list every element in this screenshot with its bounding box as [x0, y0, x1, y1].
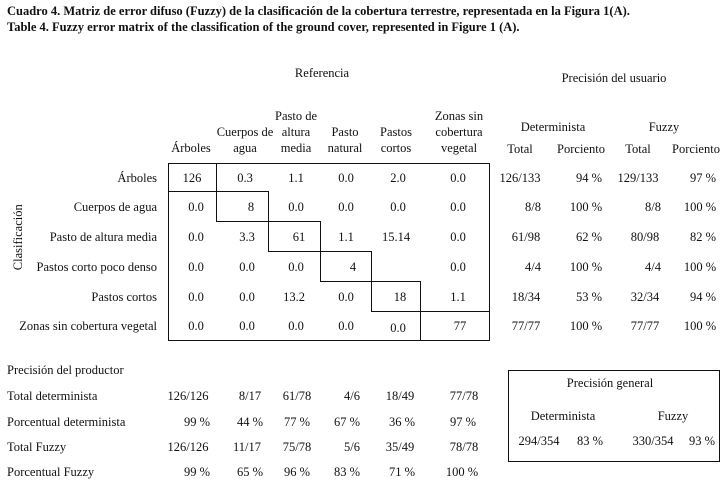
- cell: 3.3: [239, 230, 255, 244]
- producer-value: 36 %: [388, 415, 416, 429]
- cell: 2.0: [390, 171, 406, 185]
- cell: 0.0: [188, 200, 204, 214]
- row-label-cuerpos-agua: Cuerpos de agua: [73, 200, 157, 214]
- user-det-total: 77/77: [511, 319, 541, 333]
- user-det-total: 18/34: [511, 290, 541, 304]
- general-fuzzy-label: Fuzzy: [657, 409, 689, 423]
- producer-value: 67 %: [333, 415, 361, 429]
- cell: 0.0: [450, 230, 466, 244]
- cell: 0.0: [390, 321, 406, 335]
- producer-value: 126/126: [167, 389, 209, 403]
- user-det-pct: 100 %: [569, 200, 603, 214]
- diag-box-cuerpos-agua: [216, 191, 269, 222]
- user-det-pct: 100 %: [569, 260, 603, 274]
- cell: 0.0: [450, 260, 466, 274]
- general-det-total: 294/354: [518, 434, 560, 448]
- cell: 1.1: [450, 290, 466, 304]
- cell: 0.0: [338, 290, 354, 304]
- user-determinista-label: Determinista: [520, 120, 586, 134]
- cell: 0.0: [338, 171, 354, 185]
- user-fuzzy-pct: 97 %: [689, 171, 717, 185]
- cell: 0.0: [338, 319, 354, 333]
- user-fuzzy-label: Fuzzy: [648, 120, 680, 134]
- caption-spanish: Cuadro 4. Matriz de error difuso (Fuzzy) de la clasificación de la cobertura terrestre, representada en la Figura 1(A).: [7, 4, 630, 18]
- general-determinista-label: Determinista: [530, 409, 596, 423]
- producer-value: 77 %: [283, 415, 311, 429]
- cell: 0.0: [390, 200, 406, 214]
- producer-value: 83 %: [333, 465, 361, 479]
- general-fuzzy-total: 330/354: [632, 434, 674, 448]
- cell: 18: [393, 290, 407, 304]
- producer-value: 8/17: [238, 389, 262, 403]
- user-fuzzy-total-header: Total: [625, 142, 651, 156]
- producer-value: 44 %: [236, 415, 264, 429]
- producer-value: 99 %: [183, 465, 211, 479]
- user-det-pct: 62 %: [575, 230, 603, 244]
- user-fuzzy-pct: 82 %: [689, 230, 717, 244]
- cell: 1.1: [288, 171, 304, 185]
- row-label-pasto-altura-media: Pasto de altura media: [49, 230, 157, 244]
- user-fuzzy-pct: 100 %: [683, 200, 717, 214]
- user-det-total: 61/98: [511, 230, 541, 244]
- user-fuzzy-pct: 94 %: [689, 290, 717, 304]
- cell: 0.0: [239, 319, 255, 333]
- producer-value: 18/49: [385, 389, 415, 403]
- user-det-total: 8/8: [525, 200, 541, 214]
- col-header-zonas-sin-cobertura: Zonas sin cobertura vegetal: [434, 109, 484, 155]
- user-fuzzy-total: 77/77: [630, 319, 660, 333]
- producer-value: 61/78: [282, 389, 312, 403]
- cell: 0.0: [188, 290, 204, 304]
- user-fuzzy-total: 8/8: [645, 200, 661, 214]
- user-det-pct: 53 %: [575, 290, 603, 304]
- cell: 61: [292, 230, 306, 244]
- producer-row-label: Total Fuzzy: [7, 440, 67, 454]
- cell: 0.0: [188, 230, 204, 244]
- producer-row-label: Porcentual Fuzzy: [7, 465, 95, 479]
- col-header-pasto-natural: Pasto natural: [327, 125, 363, 155]
- user-fuzzy-pct: 100 %: [683, 319, 717, 333]
- producer-value: 5/6: [344, 440, 360, 454]
- caption-english: Table 4. Fuzzy error matrix of the classification of the ground cover, represented in Figure 1 (A).: [7, 20, 520, 34]
- cell: 0.0: [188, 260, 204, 274]
- producer-value: 100 %: [445, 465, 479, 479]
- clasificacion-label: Clasificación: [10, 204, 25, 271]
- user-det-porciento-header: Porciento: [557, 142, 605, 156]
- general-accuracy-title: Precisión general: [566, 376, 654, 390]
- cell: 0.0: [288, 319, 304, 333]
- producer-value: 96 %: [283, 465, 311, 479]
- cell: 77: [453, 319, 467, 333]
- cell: 13.2: [283, 290, 305, 304]
- user-det-total: 126/133: [499, 171, 541, 185]
- user-fuzzy-total: 129/133: [617, 171, 659, 185]
- general-det-pct: 83 %: [576, 434, 604, 448]
- general-fuzzy-pct: 93 %: [688, 434, 716, 448]
- user-det-total-header: Total: [507, 142, 533, 156]
- col-header-cuerpos-agua: Cuerpos de agua: [216, 125, 274, 155]
- row-label-zonas-sin-cobertura: Zonas sin cobertura vegetal: [19, 319, 157, 333]
- col-header-pasto-altura-media: Pasto de altura media: [274, 109, 318, 155]
- user-det-pct: 94 %: [575, 171, 603, 185]
- producer-value: 11/17: [232, 440, 262, 454]
- user-accuracy-title: Precisión del usuario: [561, 71, 667, 85]
- referencia-label: Referencia: [294, 66, 350, 80]
- cell: 0.0: [288, 200, 304, 214]
- cell: 0.0: [239, 260, 255, 274]
- diag-box-pasto-natural: [320, 251, 372, 282]
- cell: 4: [349, 260, 357, 274]
- producer-row-label: Total determinista: [7, 389, 98, 403]
- cell: 0.3: [237, 171, 253, 185]
- row-label-pastos-cortos: Pastos cortos: [91, 290, 157, 304]
- producer-value: 71 %: [388, 465, 416, 479]
- cell: 0.0: [450, 171, 466, 185]
- producer-value: 99 %: [183, 415, 211, 429]
- user-fuzzy-total: 80/98: [630, 230, 660, 244]
- producer-value: 75/78: [282, 440, 312, 454]
- producer-value: 77/78: [449, 389, 479, 403]
- producer-value: 97 %: [449, 415, 477, 429]
- cell: 1.1: [338, 230, 354, 244]
- cell: 0.0: [450, 200, 466, 214]
- producer-accuracy-title: Precisión del productor: [7, 363, 124, 377]
- user-fuzzy-pct: 100 %: [683, 260, 717, 274]
- producer-value: 35/49: [385, 440, 415, 454]
- producer-value: 78/78: [449, 440, 479, 454]
- cell: 8: [247, 200, 255, 214]
- row-label-pastos-corto-poco-denso: Pastos corto poco denso: [36, 260, 157, 274]
- col-header-arboles: Árboles: [171, 141, 211, 155]
- producer-value: 4/6: [344, 389, 360, 403]
- user-fuzzy-porciento-header: Porciento: [672, 142, 720, 156]
- row-label-arboles: Árboles: [117, 171, 157, 185]
- cell: 0.0: [338, 200, 354, 214]
- producer-value: 65 %: [236, 465, 264, 479]
- user-fuzzy-total: 32/34: [630, 290, 660, 304]
- producer-row-label: Porcentual determinista: [7, 415, 126, 429]
- cell: 126: [182, 171, 202, 185]
- cell: 0.0: [188, 319, 204, 333]
- cell: 0.0: [239, 290, 255, 304]
- user-det-pct: 100 %: [569, 319, 603, 333]
- cell: 0.0: [288, 260, 304, 274]
- user-det-total: 4/4: [525, 260, 541, 274]
- cell: 15.14: [381, 230, 411, 244]
- producer-value: 126/126: [167, 440, 209, 454]
- col-header-pastos-cortos: Pastos cortos: [380, 125, 412, 155]
- user-fuzzy-total: 4/4: [645, 260, 661, 274]
